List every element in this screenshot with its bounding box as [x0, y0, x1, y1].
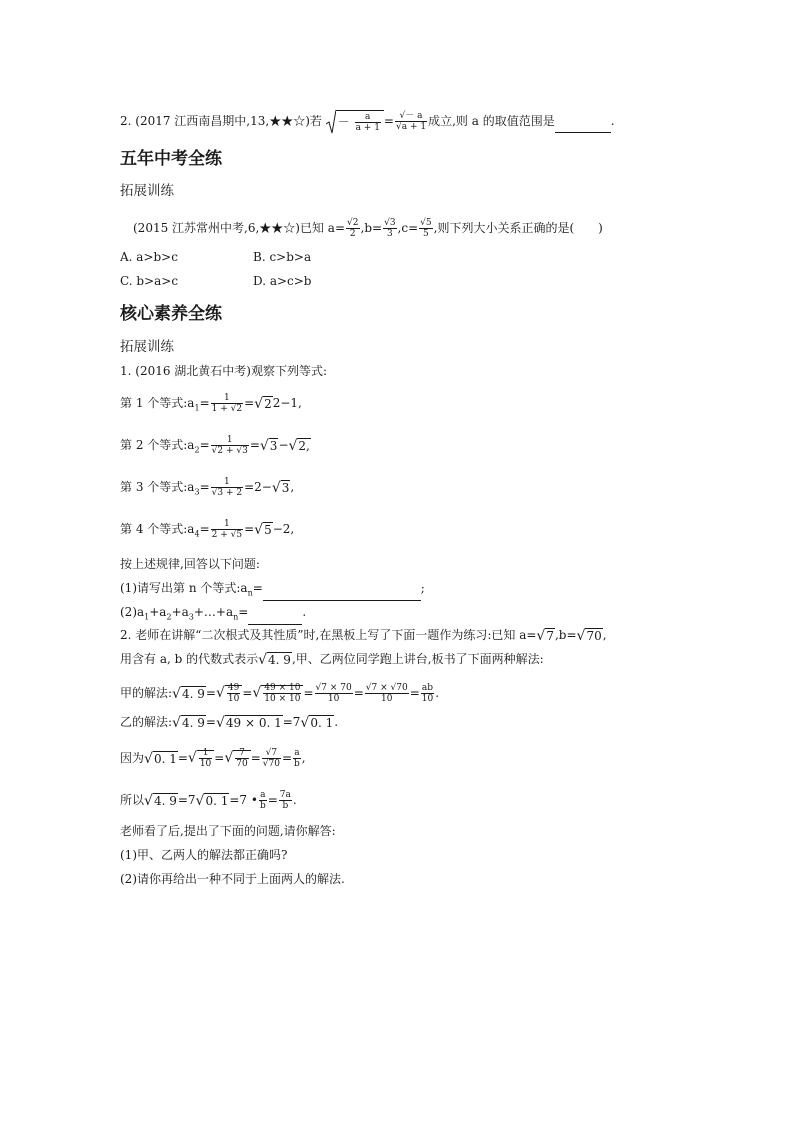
question-2-inequality: 2. (2017 江西南昌期中,13,★★☆)若 － $\frac{a}{a + 1}$ = $\frac{√- a}{√a + 1}$ 成立,则 a 的取值范围是 .	[120, 111, 615, 133]
equation-4: 第 4 个等式$:a_4=$ $\frac{1}{2 + √5}$ =√5−2,	[120, 519, 295, 540]
option-d[interactable]: D. a>c>b	[253, 274, 312, 288]
sqrt-expression: － $\frac{a}{a + 1}$	[326, 110, 384, 133]
equation-1: 第 1 个等式$:a_1=$ $\frac{1}{1 + √2}$ =√22−1,	[120, 393, 302, 414]
option-a[interactable]: A. a>b>c	[120, 250, 178, 264]
fraction-c: $\frac{√5}{5}$	[420, 218, 432, 239]
section-subtitle: 拓展训练	[120, 183, 174, 199]
equation-2: 第 2 个等式$:a_2=$ $\frac{1}{√2 + √3}$ =√3−√2,	[120, 435, 310, 456]
answer-blank-1[interactable]	[263, 588, 421, 601]
question-2b-line2: 用含有 a, b 的代数式表示√4. 9,甲、乙两位同学跑上讲台,板书了下面两种解法:	[120, 651, 544, 668]
option-c[interactable]: C. b>a>c	[120, 274, 179, 288]
so-line: 所以√4. 9=7√0. 1=7 • $\frac{a}{b}$ = $\frac{7a}{b}$ .	[120, 790, 297, 811]
question-1-intro: 1. (2016 湖北黄石中考)观察下列等式:	[120, 364, 328, 378]
ask-2: (2)请你再给出一种不同于上面两人的解法.	[120, 872, 345, 886]
section-title-core-literacy: 核心素养全练	[120, 304, 222, 324]
question-2b-line1: 2. 老师在讲解“二次根式及其性质”时,在黑板上写了下面一题作为练习:已知 a=√7,b=√70,	[120, 627, 607, 644]
answer-blank-2[interactable]	[248, 612, 302, 625]
answer-blank[interactable]	[555, 120, 611, 133]
solution-yi: 乙的解法:√4. 9=√49 × 0. 1=7√0. 1.	[120, 714, 339, 731]
solution-jia: 甲的解法:√4. 9=√ $\frac{49}{10}$ =√ $\frac{49 \times 10}{10 \times 10}$ = $\frac{√7 \times 70}{10}$ = $\frac{√7 \times √70}{10}$ = $\frac{ab}{10}$ .	[120, 683, 440, 704]
question-2-prefix: 2. (2017 江西南昌期中,13,★★☆)若	[120, 114, 322, 128]
section-subtitle-2: 拓展训练	[120, 339, 174, 355]
option-b[interactable]: B. c>b>a	[253, 250, 312, 264]
rule-text: 按上述规律,回答以下问题:	[120, 557, 260, 571]
equation-3: 第 3 个等式$:a_3=$ $\frac{1}{√3 + 2}$ =2−√3,	[120, 477, 295, 498]
part-2: $(2)a_1+a_2+a_3+\dots+a_n=$ .	[120, 604, 306, 625]
section-title-five-year: 五年中考全练	[120, 149, 222, 169]
fraction: $\frac{a}{a + 1}$	[355, 112, 380, 133]
teacher-question: 老师看了后,提出了下面的问题,请你解答:	[120, 824, 336, 838]
ask-1: (1)甲、乙两人的解法都正确吗?	[120, 848, 288, 862]
fraction-rhs: $\frac{√- a}{√a + 1}$	[395, 111, 427, 132]
fraction-a: $\frac{√2}{2}$	[347, 218, 359, 239]
fraction-b: $\frac{√3}{3}$	[384, 218, 396, 239]
part-1: (1)请写出第 n 个等式$:a_n=$ ;	[120, 580, 425, 601]
radical-sign-icon	[326, 110, 336, 134]
because-line: 因为√0. 1=√ $\frac{1}{10}$ =√ $\frac{7}{70}$ = $\frac{√7}{√70}$ = $\frac{a}{b}$ ,	[120, 748, 306, 769]
question-2015: (2015 江苏常州中考,6,★★☆)已知 a= $\frac{√2}{2}$ ,b= $\frac{√3}{3}$ ,c= $\frac{√5}{5}$ ,则下列大小关系正确的是( )	[133, 218, 603, 239]
